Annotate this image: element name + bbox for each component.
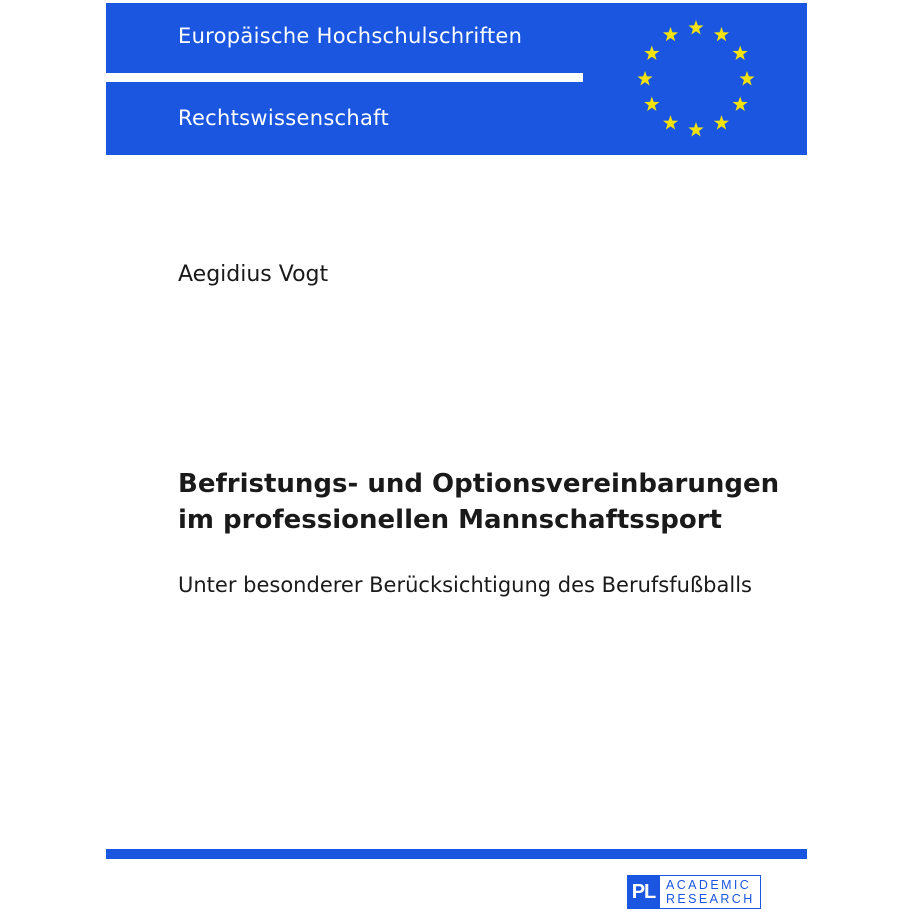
eu-stars-icon	[636, 17, 756, 142]
star-icon	[733, 97, 748, 111]
author-name: Aegidius Vogt	[178, 262, 329, 287]
divider-line	[106, 73, 583, 82]
star-icon	[644, 97, 659, 111]
star-icon	[663, 115, 678, 129]
star-icon	[714, 27, 729, 41]
publisher-logo-line: RESEARCH	[666, 892, 755, 906]
publisher-logo-mark: PL	[627, 875, 660, 909]
publisher-logo	[627, 875, 761, 909]
star-icon	[733, 46, 748, 60]
book-title	[178, 466, 779, 538]
footer-rule	[106, 849, 807, 859]
star-icon	[688, 122, 703, 136]
book-title-line: im professionellen Mannschaftssport	[178, 505, 722, 535]
book-subtitle: Unter besonderer Berücksichtigung des Berufsfußballs	[178, 573, 752, 597]
star-icon	[688, 20, 703, 34]
star-icon	[739, 71, 754, 85]
publisher-logo-text	[660, 875, 761, 909]
book-title-line: Befristungs- und Optionsvereinbarungen	[178, 469, 780, 499]
series-title: Europäische Hochschulschriften	[178, 24, 523, 48]
star-icon	[644, 46, 659, 60]
publisher-logo-line: ACADEMIC	[666, 878, 752, 892]
star-icon	[663, 27, 678, 41]
star-icon	[637, 71, 652, 85]
star-icon	[714, 115, 729, 129]
series-subtitle: Rechtswissenschaft	[178, 106, 390, 130]
